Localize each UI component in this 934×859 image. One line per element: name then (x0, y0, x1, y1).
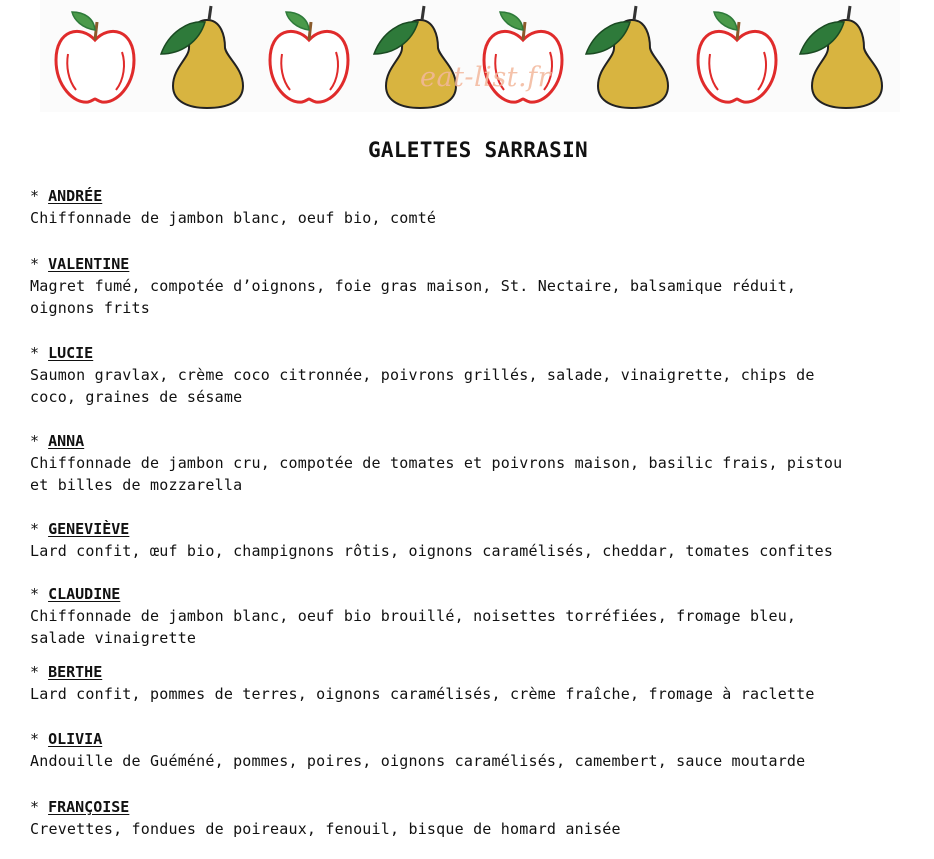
apple-icon (50, 2, 140, 110)
bullet: * (30, 344, 40, 362)
item-description: Lard confit, œuf bio, champignons rôtis, oignons caramélisés, cheddar, tomates confites (30, 542, 834, 560)
item-description: Saumon gravlax, crème coco citronnée, poivrons grillés, salade, vinaigrette, chips de coco, graines de sésame (30, 366, 815, 406)
item-description: Chiffonnade de jambon blanc, oeuf bio, comté (30, 209, 437, 227)
menu-item (30, 431, 920, 496)
apple-icon (264, 2, 354, 110)
item-name: ANNA (48, 432, 85, 450)
item-description: Chiffonnade de jambon blanc, oeuf bio brouillé, noisettes torréfiées, fromage bleu, salade vinaigrette (30, 607, 797, 647)
menu-item (30, 519, 920, 562)
menu-item (30, 254, 920, 319)
item-name: GENEVIÈVE (48, 520, 130, 538)
item-name: VALENTINE (48, 255, 130, 273)
bullet: * (30, 432, 40, 450)
menu-item (30, 662, 920, 705)
menu-item (30, 343, 920, 408)
bullet: * (30, 730, 40, 748)
item-name: LUCIE (48, 344, 94, 362)
bullet: * (30, 663, 40, 681)
watermark: eat-list.fr (420, 62, 552, 93)
pear-icon (580, 2, 680, 112)
fruit-banner (40, 0, 900, 112)
bullet: * (30, 798, 40, 816)
item-name: BERTHE (48, 663, 103, 681)
bullet: * (30, 520, 40, 538)
item-description: Chiffonnade de jambon cru, compotée de tomates et poivrons maison, basilic frais, pistou et billes de mozzarella (30, 454, 843, 494)
page-title: GALETTES SARRASIN (367, 138, 589, 162)
pear-icon (155, 2, 255, 112)
item-description: Magret fumé, compotée d’oignons, foie gras maison, St. Nectaire, balsamique réduit, oignons frits (30, 277, 797, 317)
item-name: ANDRÉE (48, 187, 103, 205)
menu-item (30, 797, 920, 840)
menu-item (30, 186, 920, 229)
menu-item (30, 584, 920, 649)
bullet: * (30, 585, 40, 603)
item-name: FRANÇOISE (48, 798, 130, 816)
apple-icon (478, 2, 568, 110)
pear-icon (368, 2, 468, 112)
pear-icon (794, 2, 894, 112)
item-name: CLAUDINE (48, 585, 121, 603)
bullet: * (30, 187, 40, 205)
item-description: Andouille de Guéméné, pommes, poires, oignons caramélisés, camembert, sauce moutarde (30, 752, 806, 770)
item-name: OLIVIA (48, 730, 103, 748)
item-description: Lard confit, pommes de terres, oignons caramélisés, crème fraîche, fromage à raclette (30, 685, 815, 703)
menu-item (30, 729, 920, 772)
bullet: * (30, 255, 40, 273)
apple-icon (692, 2, 782, 110)
item-description: Crevettes, fondues de poireaux, fenouil, bisque de homard anisée (30, 820, 621, 838)
